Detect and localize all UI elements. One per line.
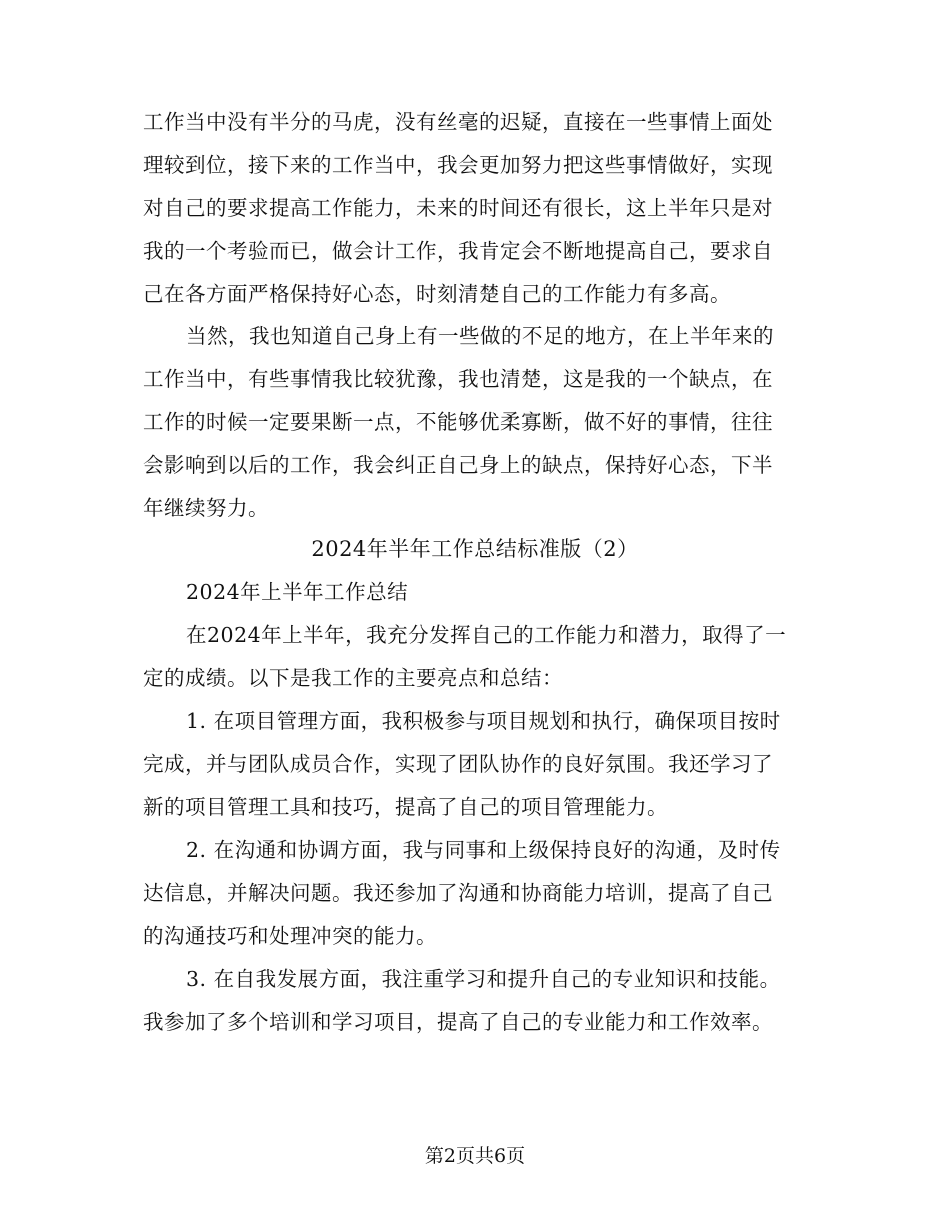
body-text-line: 完成，并与团队成员合作，实现了团队协作的良好氛围。我还学习了 — [143, 752, 773, 776]
body-text-line: 工作当中没有半分的马虎，没有丝毫的迟疑，直接在一些事情上面处 — [143, 110, 773, 134]
body-text-line: 己在各方面严格保持好心态，时刻清楚自己的工作能力有多高。 — [143, 282, 731, 306]
body-text-line: 工作的时候一定要果断一点，不能够优柔寡断，做不好的事情，往往 — [143, 410, 773, 434]
body-text-line: 我参加了多个培训和学习项目，提高了自己的专业能力和工作效率。 — [143, 1010, 773, 1034]
section-title: 2024年半年工作总结标准版（2） — [311, 537, 639, 561]
body-text-line: 理较到位，接下来的工作当中，我会更加努力把这些事情做好，实现 — [143, 153, 773, 177]
body-text-line: 对自己的要求提高工作能力，未来的时间还有很长，这上半年只是对 — [143, 196, 773, 220]
body-text-line: 定的成绩。以下是我工作的主要亮点和总结： — [143, 666, 563, 690]
body-text-line: 会影响到以后的工作，我会纠正自己身上的缺点，保持好心态，下半 — [143, 453, 773, 477]
body-text-line: 的沟通技巧和处理冲突的能力。 — [143, 924, 437, 948]
subtitle-line: 2024年上半年工作总结 — [186, 580, 409, 604]
body-text-line: 工作当中，有些事情我比较犹豫，我也清楚，这是我的一个缺点，在 — [143, 367, 773, 391]
body-text-line: 达信息，并解决问题。我还参加了沟通和协商能力培训，提高了自己 — [143, 881, 773, 905]
paragraph-start-line: 在2024年上半年，我充分发挥自己的工作能力和潜力，取得了一 — [186, 623, 787, 647]
body-text-line: 年继续努力。 — [143, 496, 269, 520]
list-item-line: 1. 在项目管理方面，我积极参与项目规划和执行，确保项目按时 — [186, 709, 781, 733]
body-text-line: 我的一个考验而已，做会计工作，我肯定会不断地提高自己，要求自 — [143, 239, 773, 263]
list-item-line: 3. 在自我发展方面，我注重学习和提升自己的专业知识和技能。 — [186, 967, 781, 991]
list-item-line: 2. 在沟通和协调方面，我与同事和上级保持良好的沟通，及时传 — [186, 838, 781, 862]
body-text-line: 新的项目管理工具和技巧，提高了自己的项目管理能力。 — [143, 795, 668, 819]
paragraph-start-line: 当然，我也知道自己身上有一些做的不足的地方，在上半年来的 — [186, 324, 774, 348]
page-number-footer: 第2页共6页 — [424, 1145, 526, 1167]
